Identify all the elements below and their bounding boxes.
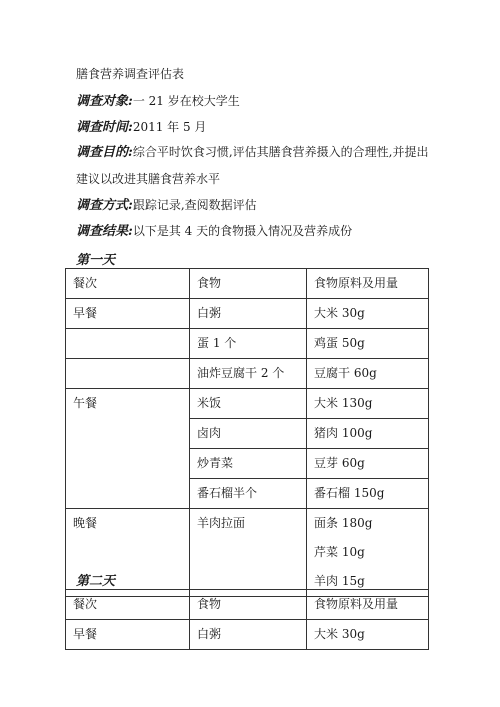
day-2-table bbox=[65, 589, 429, 650]
field-label: 调查对象: bbox=[76, 94, 133, 109]
ingredient-cell: 大米 130g bbox=[307, 389, 429, 419]
header-meal: 餐次 bbox=[66, 590, 190, 620]
document-title: 膳食营养调查评估表 bbox=[76, 67, 185, 81]
meal-cell bbox=[66, 329, 190, 359]
ingredient-cell: 面条 180g 芹菜 10g 羊肉 15g bbox=[307, 509, 429, 597]
header-ingredients: 食物原料及用量 bbox=[307, 269, 429, 299]
header-food: 食物 bbox=[190, 269, 307, 299]
day-2-title: 第二天 bbox=[76, 574, 116, 589]
field-value: 综合平时饮食习惯,评估其膳食营养摄入的合理性,并提出建议以改进其膳食营养水平 bbox=[76, 145, 429, 186]
table-header-row bbox=[66, 590, 429, 620]
field-value: 跟踪记录,查阅数据评估 bbox=[132, 198, 257, 212]
field-label: 调查目的: bbox=[76, 145, 133, 160]
header-meal: 餐次 bbox=[66, 269, 190, 299]
field-time bbox=[76, 119, 436, 136]
field-method bbox=[76, 197, 436, 214]
table-row bbox=[66, 299, 429, 329]
food-cell: 炒青菜 bbox=[190, 449, 307, 479]
meal-cell: 晚餐 bbox=[66, 509, 190, 597]
food-cell: 白粥 bbox=[190, 620, 307, 650]
field-label: 调查方式: bbox=[76, 198, 133, 213]
table-row bbox=[66, 509, 429, 597]
meal-cell: 早餐 bbox=[66, 620, 190, 650]
food-cell: 白粥 bbox=[190, 299, 307, 329]
field-value: 以下是其 4 天的食物摄入情况及营养成份 bbox=[132, 224, 353, 238]
meal-cell: 早餐 bbox=[66, 299, 190, 329]
field-purpose bbox=[76, 139, 436, 192]
table-row bbox=[66, 359, 429, 389]
food-cell: 蛋 1 个 bbox=[190, 329, 307, 359]
food-cell: 卤肉 bbox=[190, 419, 307, 449]
ingredient-cell: 猪肉 100g bbox=[307, 419, 429, 449]
field-value: 一 21 岁在校大学生 bbox=[132, 94, 240, 108]
field-label: 调查时间: bbox=[76, 120, 133, 135]
meal-cell: 午餐 bbox=[66, 389, 190, 509]
day-1-table bbox=[65, 268, 429, 597]
food-cell: 番石榴半个 bbox=[190, 479, 307, 509]
table-row bbox=[66, 620, 429, 650]
ingredient-cell: 鸡蛋 50g bbox=[307, 329, 429, 359]
field-result bbox=[76, 223, 436, 240]
ingredient-cell: 豆腐干 60g bbox=[307, 359, 429, 389]
food-cell: 油炸豆腐干 2 个 bbox=[190, 359, 307, 389]
food-cell: 羊肉拉面 bbox=[190, 509, 307, 597]
field-value: 2011 年 5 月 bbox=[132, 120, 207, 134]
header-food: 食物 bbox=[190, 590, 307, 620]
table-header-row bbox=[66, 269, 429, 299]
ingredient-cell: 豆芽 60g bbox=[307, 449, 429, 479]
header-ingredients: 食物原料及用量 bbox=[307, 590, 429, 620]
field-label: 调查结果: bbox=[76, 224, 133, 239]
day-1-title: 第一天 bbox=[76, 253, 116, 268]
food-cell: 米饭 bbox=[190, 389, 307, 419]
ingredient-cell: 番石榴 150g bbox=[307, 479, 429, 509]
ingredient-cell: 大米 30g bbox=[307, 620, 429, 650]
ingredient-cell: 大米 30g bbox=[307, 299, 429, 329]
field-subject bbox=[76, 93, 436, 110]
meal-cell bbox=[66, 359, 190, 389]
table-row bbox=[66, 329, 429, 359]
table-row bbox=[66, 389, 429, 419]
